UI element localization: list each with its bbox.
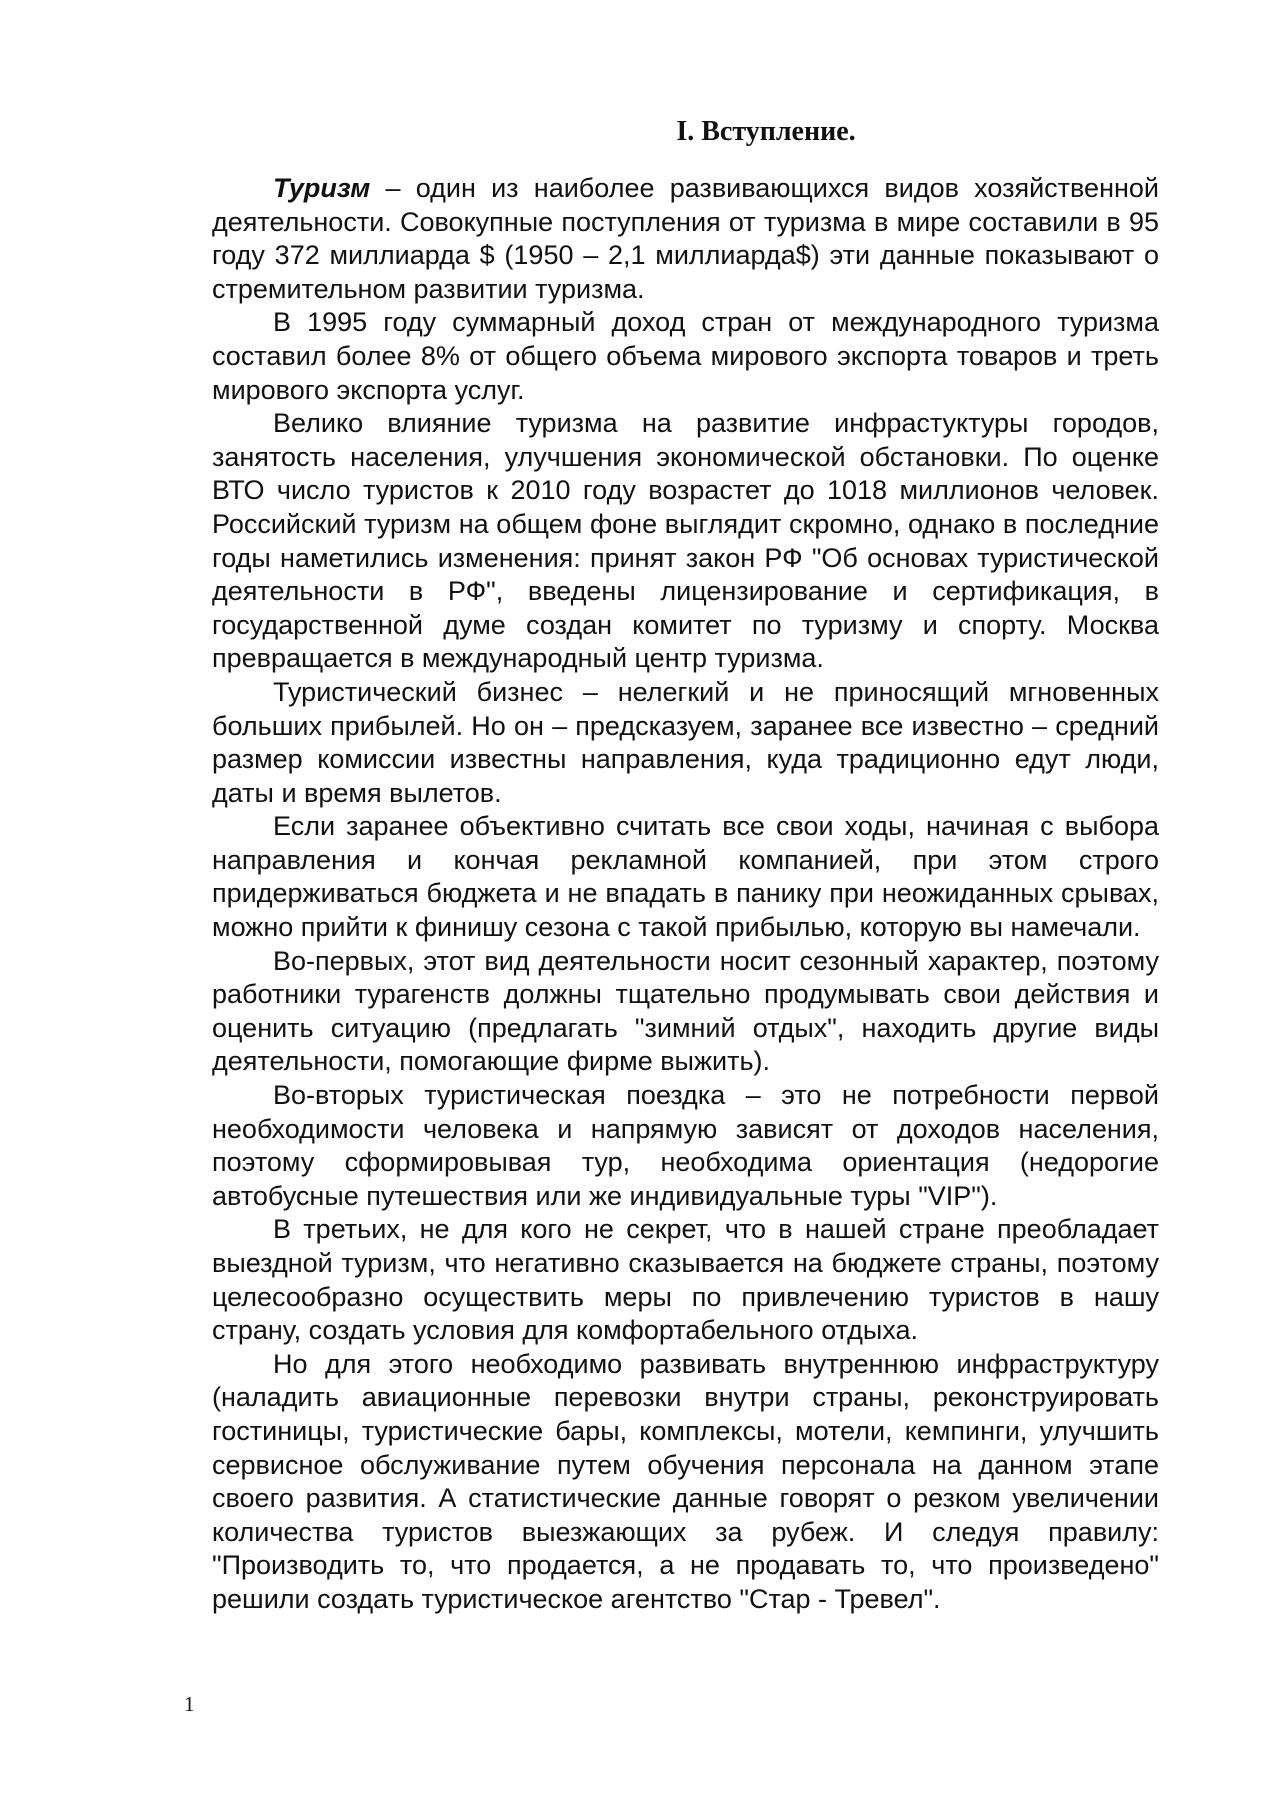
paragraph-text: Туристический бизнес – нелегкий и не приносящий мгновенных больших прибылей. Но он – предсказуем, заранее все известно – средний размер комиссии известны направления, куда традиционно едут люди, даты и время вылетов.	[212, 676, 1159, 808]
paragraph-text: Во-вторых туристическая поездка – это не потребности первой необходимости человека и напрямую зависят от доходов населения, поэтому сформировывая тур, необходима ориентация (недорогие автобусные путешествия или же индивидуальные туры "VIP").	[212, 1080, 1159, 1211]
paragraph-6	[212, 945, 1159, 1079]
paragraph-9	[212, 1348, 1159, 1617]
paragraph-2	[212, 306, 1159, 407]
paragraph-text: Если заранее объективно считать все свои ходы, начиная с выбора направления и кончая рекламной компанией, при этом строго придерживаться бюджета и не впадать в панику при неожиданных срывах, можно прийти к финишу сезона с такой прибылью, которую вы намечали.	[212, 811, 1159, 943]
paragraph-lead-term: Туризм	[273, 173, 371, 203]
paragraph-text: Но для этого необходимо развивать внутреннюю инфраструктуру (наладить авиационные перевозки внутри страны, реконструировать гостиницы, туристические бары, комплексы, мотели, кемпинги, улучшить сервисное обслуживание путем обучения персонала на данном этапе своего развития. А статистические данные говорят о резком увеличении количества туристов выезжающих за рубеж. И следуя правилу: "Производить то, что продается, а не продавать то, что произведено" решили создать туристическое агентство "Стар - Тревел".	[212, 1348, 1159, 1614]
paragraph-5	[212, 810, 1159, 944]
paragraph-1	[212, 172, 1159, 306]
paragraph-3	[212, 407, 1159, 676]
page-number: 1	[184, 1692, 195, 1716]
paragraph-text: В третьих, не для кого не секрет, что в нашей стране преобладает выездной туризм, что негативно сказывается на бюджете страны, поэтому целесообразно осуществить меры по привлечению туристов в нашу страну, создать условия для комфортабельного отдыха.	[212, 1214, 1159, 1346]
paragraph-7	[212, 1079, 1159, 1213]
paragraph-4	[212, 676, 1159, 810]
paragraph-text: – один из наиболее развивающихся видов хозяйственной деятельности. Совокупные поступления от туризма в мире составили в 95 году 372 миллиарда $ (1950 – 2,1 миллиарда$) эти данные показывают о стремительном развитии туризма.	[212, 173, 1159, 304]
section-heading: I. Вступление.	[676, 116, 856, 147]
paragraph-text: В 1995 году суммарный доход стран от международного туризма составил более 8% от общего объема мирового экспорта товаров и треть мирового экспорта услуг.	[212, 307, 1159, 405]
paragraph-text: Велико влияние туризма на развитие инфрастуктуры городов, занятость населения, улучшения экономической обстановки. По оценке ВТО число туристов к 2010 году возрастет до 1018 миллионов человек. Российский туризм на общем фоне выглядит скромно, однако в последние годы наметились изменения: принят закон РФ "Об основах туристической деятельности в РФ", введены лицензирование и сертификация, в государственной думе создан комитет по туризму и спорту. Москва превращается в международный центр туризма.	[212, 408, 1159, 674]
paragraph-8	[212, 1213, 1159, 1347]
document-body	[212, 172, 1159, 1617]
paragraph-text: Во-первых, этот вид деятельности носит сезонный характер, поэтому работники турагенств должны тщательно продумывать свои действия и оценить ситуацию (предлагать "зимний отдых", находить другие виды деятельности, помогающие фирме выжить).	[212, 945, 1159, 1077]
